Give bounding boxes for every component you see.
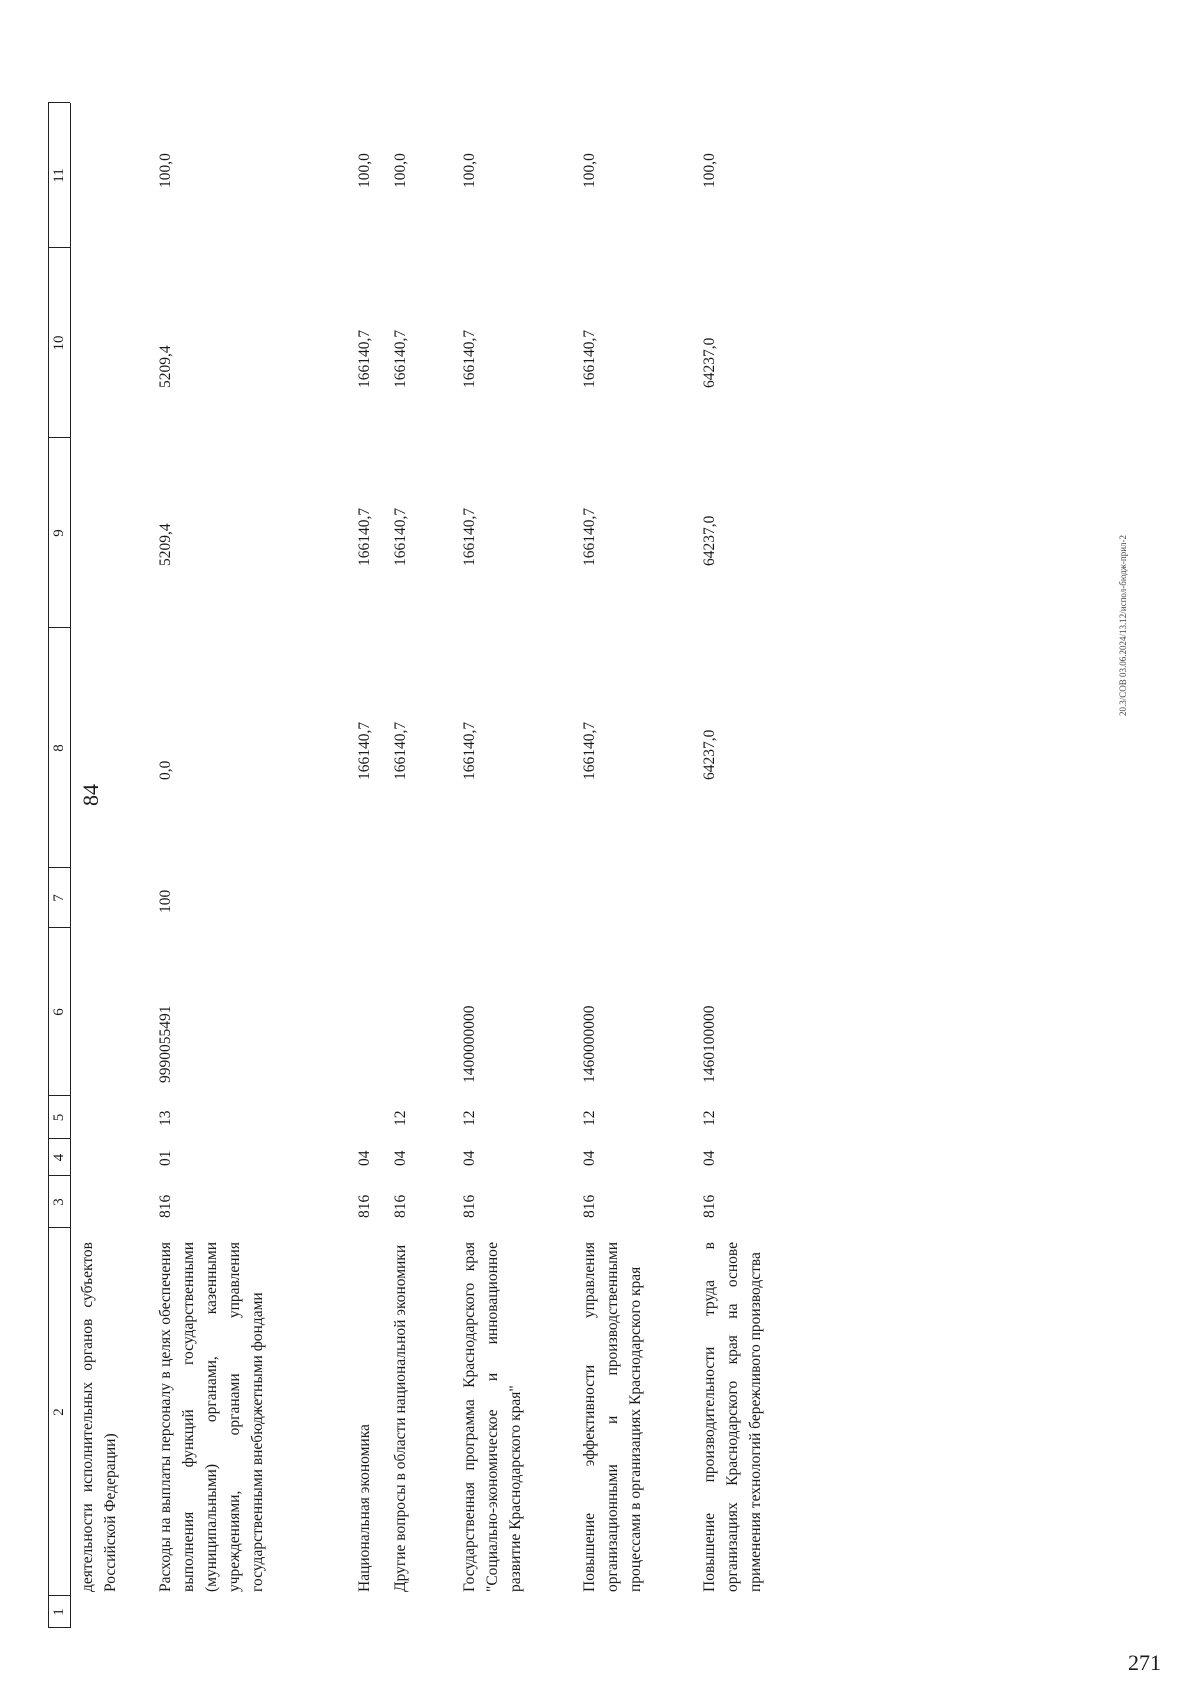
- cell-col-3: 816: [461, 1194, 478, 1218]
- header-col-6: 6: [51, 1008, 67, 1016]
- header-col-10: 10: [51, 335, 67, 351]
- cell-col-4: 04: [356, 1150, 373, 1166]
- cell-col-8: 166140,7: [356, 721, 373, 780]
- row-name: деятельности исполнительных органов субъектов Российской Федерации): [79, 1242, 119, 1592]
- row-name: Повышение эффективности управления организационными и производственными процессами в организациях Краснодарского края: [581, 1242, 644, 1592]
- cell-col-5: 13: [157, 1110, 174, 1126]
- cell-col-8: 0,0: [157, 760, 174, 780]
- cell-col-11: 100,0: [581, 153, 598, 188]
- cell-col-4: 04: [392, 1150, 409, 1166]
- cell-col-9: 166140,7: [392, 507, 409, 566]
- cell-col-10: 166140,7: [356, 329, 373, 388]
- cell-col-3: 816: [356, 1194, 373, 1218]
- cell-col-5: 12: [461, 1110, 478, 1126]
- header-col-8: 8: [51, 744, 67, 752]
- row-name: Повышение производительности труда в организациях Краснодарского края на основе применения технологий бережливого производства: [701, 1242, 764, 1592]
- cell-col-11: 100,0: [392, 153, 409, 188]
- cell-col-8: 166140,7: [461, 721, 478, 780]
- row-name: Другие вопросы в области национальной экономики: [392, 1244, 409, 1592]
- header-col-11: 11: [51, 168, 67, 183]
- cell-col-10: 166140,7: [392, 329, 409, 388]
- cell-col-10: 166140,7: [581, 329, 598, 388]
- cell-col-4: 04: [461, 1150, 478, 1166]
- cell-col-10: 64237,0: [701, 337, 718, 388]
- header-col-2: 2: [51, 1408, 67, 1416]
- header-col-4: 4: [51, 1153, 67, 1162]
- row-name: Государственная программа Краснодарского края "Социально-экономическое и инновационное развитие Краснодарского края": [461, 1242, 524, 1592]
- row-name: Национальная экономика: [356, 1424, 373, 1592]
- page-number-top: 84: [78, 784, 103, 806]
- footer-code: 20.3/СОВ 03.06.2024/13.12/испол-бюдж-прил-2: [1118, 534, 1128, 716]
- cell-col-8: 166140,7: [581, 721, 598, 780]
- cell-col-9: 166140,7: [581, 507, 598, 566]
- cell-col-8: 64237,0: [701, 729, 718, 780]
- cell-col-9: 166140,7: [356, 507, 373, 566]
- cell-col-11: 100,0: [461, 153, 478, 188]
- cell-col-5: 12: [701, 1110, 718, 1126]
- header-col-3: 3: [51, 1198, 67, 1206]
- cell-col-10: 166140,7: [461, 329, 478, 388]
- cell-col-3: 816: [157, 1194, 174, 1218]
- cell-col-3: 816: [701, 1194, 718, 1218]
- cell-col-11: 100,0: [356, 153, 373, 188]
- cell-col-4: 01: [157, 1150, 174, 1166]
- cell-col-5: 12: [581, 1110, 598, 1126]
- cell-col-11: 100,0: [157, 153, 174, 188]
- page-number-bottom: 271: [1128, 1650, 1161, 1675]
- cell-col-6: 1460000000: [581, 1005, 598, 1083]
- cell-col-6: 1460100000: [701, 1005, 718, 1083]
- header-col-1: 1: [51, 1608, 67, 1616]
- cell-col-8: 166140,7: [392, 721, 409, 780]
- cell-col-4: 04: [701, 1150, 718, 1166]
- cell-col-7: 100: [157, 889, 174, 913]
- cell-col-10: 5209,4: [157, 345, 174, 388]
- cell-col-9: 5209,4: [157, 523, 174, 566]
- header-col-9: 9: [51, 529, 67, 537]
- header-col-7: 7: [51, 894, 67, 902]
- cell-col-9: 64237,0: [701, 515, 718, 566]
- cell-col-11: 100,0: [701, 153, 718, 188]
- cell-col-3: 816: [581, 1194, 598, 1218]
- cell-col-5: 12: [392, 1110, 409, 1126]
- cell-col-6: 1400000000: [461, 1005, 478, 1083]
- cell-col-9: 166140,7: [461, 507, 478, 566]
- cell-col-4: 04: [581, 1150, 598, 1166]
- budget-table: [48, 103, 1088, 1628]
- header-col-5: 5: [51, 1113, 67, 1122]
- cell-col-6: 9990055491: [157, 1005, 174, 1083]
- row-name: Расходы на выплаты персоналу в целях обеспечения выполнения функций государственными (муниципальными) органами, казенными учреждениями, органами управления государственными внебюджетными фондами: [157, 1242, 266, 1592]
- cell-col-3: 816: [392, 1194, 409, 1218]
